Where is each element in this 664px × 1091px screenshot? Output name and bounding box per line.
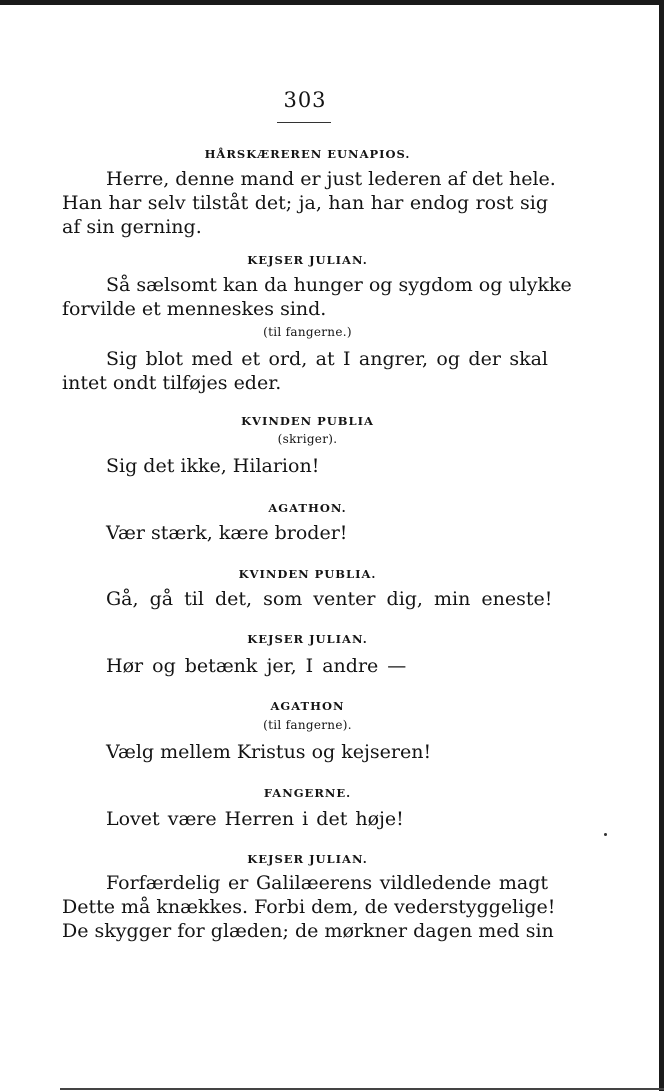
dialogue-line: Sig blot med et ord, at I angrer, og der skal <box>106 348 548 370</box>
speaker-label: AGATHON. <box>268 501 347 515</box>
speaker-label: AGATHON <box>270 699 345 713</box>
dialogue-line: Herre, denne mand er just lederen af det hele. <box>106 168 556 190</box>
scan-edge-top <box>0 0 664 5</box>
dialogue-line: Hør og betænk jer, I andre — <box>106 655 407 677</box>
dialogue-line: forvilde et menneskes sind. <box>62 298 327 320</box>
dialogue-line: Forfærdelig er Galilæerens vildledende magt <box>106 872 548 894</box>
dialogue-line: intet ondt tilføjes eder. <box>62 372 282 394</box>
speaker-label: KVINDEN PUBLIA <box>241 414 374 428</box>
dialogue-line: af sin gerning. <box>62 216 202 238</box>
speaker-label: KEJSER JULIAN. <box>247 632 368 646</box>
dialogue-line: Han har selv tilståt det; ja, han har endog rost sig <box>62 192 548 214</box>
scan-edge-bottom <box>60 1088 664 1090</box>
page-number: 303 <box>283 88 327 112</box>
dialogue-line: Vær stærk, kære broder! <box>106 522 348 544</box>
speaker-label: KEJSER JULIAN. <box>247 852 368 866</box>
dialogue-line: Så sælsomt kan da hunger og sygdom og ulykke <box>106 274 572 296</box>
stage-direction: (til fangerne.) <box>263 325 352 339</box>
stage-direction: (til fangerne). <box>263 718 352 732</box>
page-number-rule <box>277 122 331 123</box>
speaker-label: FANGERNE. <box>263 786 352 800</box>
dialogue-line: De skygger for glæden; de mørkner dagen med sin <box>62 920 554 942</box>
dialogue-line: Dette må knækkes. Forbi dem, de vederstyggelige! <box>62 896 556 918</box>
speaker-label: KEJSER JULIAN. <box>247 253 368 267</box>
scan-speck <box>604 833 607 836</box>
stage-direction: (skriger). <box>277 432 338 446</box>
dialogue-line: Lovet være Herren i det høje! <box>106 808 404 830</box>
dialogue-line: Vælg mellem Kristus og kejseren! <box>106 741 432 763</box>
speaker-label: KVINDEN PUBLIA. <box>238 567 377 581</box>
dialogue-line: Gå, gå til det, som venter dig, min eneste! <box>106 588 553 610</box>
dialogue-line: Sig det ikke, Hilarion! <box>106 455 320 477</box>
speaker-label: HÅRSKÆREREN EUNAPIOS. <box>204 147 411 161</box>
scan-edge-right <box>659 0 664 1091</box>
